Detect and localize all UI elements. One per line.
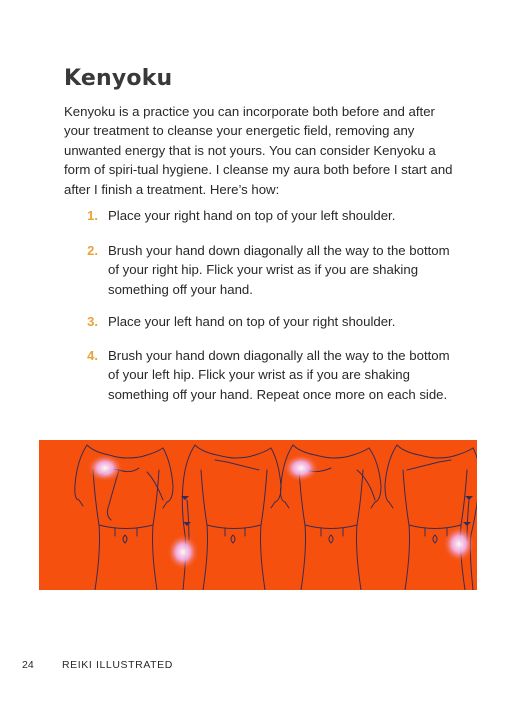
book-title-footer: REIKI ILLUSTRATED: [62, 659, 173, 671]
step-number: 2.: [87, 243, 98, 258]
kenyoku-illustration: [39, 440, 477, 590]
page-number: 24: [22, 659, 34, 671]
intro-paragraph: Kenyoku is a practice you can incorporate both before and after your treatment to cleanse your energetic field, removing any unwanted energy that is not yours. You can consider Kenyoku a form of spiri-tual hygiene. I cleanse my aura both before I start and after I finish a treatment. Here’s how:: [64, 104, 453, 197]
hand-glow-icon: [443, 526, 475, 562]
step-number: 3.: [87, 314, 98, 329]
arrow-icon: [183, 522, 191, 526]
hand-glow-icon: [167, 534, 199, 570]
page-title: Kenyoku: [64, 66, 173, 91]
step-text: Place your left hand on top of your right shoulder.: [108, 314, 396, 329]
step-number: 4.: [87, 348, 98, 363]
hand-glow-icon: [283, 454, 319, 482]
figure-step-2: [182, 445, 281, 590]
list-item: [64, 241, 484, 299]
step-number: 1.: [87, 208, 98, 223]
figure-step-4: [385, 445, 477, 590]
step-text: Place your right hand on top of your left shoulder.: [108, 208, 396, 223]
step-text: Brush your hand down diagonally all the way to the bottom of your right hip. Flick your wrist as if you are shaking something off your hand.: [108, 243, 450, 297]
hand-glow-icon: [87, 454, 123, 482]
arrow-icon: [465, 496, 473, 500]
list-item: [64, 346, 484, 404]
kenyoku-figures-drawing: [39, 440, 477, 590]
list-item: [64, 312, 484, 331]
step-text: Brush your hand down diagonally all the way to the bottom of your left hip. Flick your wrist as if you are shaking something off your hand. Repeat once more on each side.: [108, 348, 450, 402]
list-item: [64, 206, 484, 225]
arrow-icon: [463, 522, 471, 526]
